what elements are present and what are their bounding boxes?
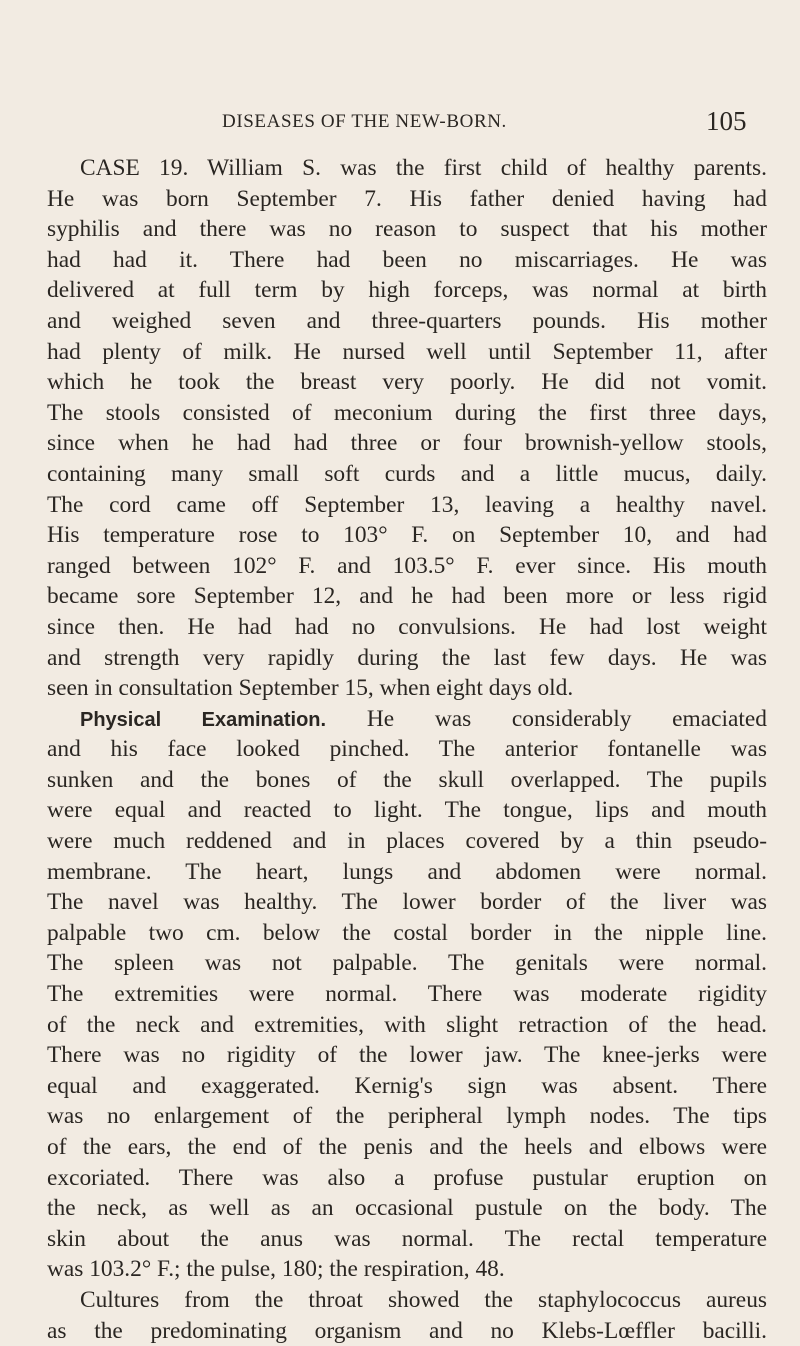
text-line: of the ears, the end of the penis and the heels and elbows were: [47, 1134, 767, 1160]
text-line: and his face looked pinched. The anterior fontanelle was: [47, 736, 767, 763]
text-line: which he took the breast very poorly. He did not vomit.: [47, 369, 767, 396]
text-line: since when he had had three or four brownish-yellow stools,: [47, 430, 767, 457]
text-line: There was no rigidity of the lower jaw. The knee-jerks were: [47, 1042, 767, 1069]
text-line: and strength very rapidly during the last few days. He was: [47, 644, 767, 671]
run-in-heading: Physical Examination.: [80, 708, 327, 731]
text-line: The stools consisted of meconium during the first three days,: [47, 399, 767, 426]
text-line: equal and exaggerated. Kernig's sign was absent. There: [47, 1072, 767, 1099]
text-line: [47, 704, 767, 735]
text-line: syphilis and there was no reason to suspect that his mother: [47, 216, 767, 243]
text-line: seen in consultation September 15, when eight days old.: [47, 675, 574, 702]
running-title: DISEASES OF THE NEW-BORN.: [222, 111, 507, 132]
text-line: had plenty of milk. He nursed well until September 11, after: [47, 338, 767, 365]
text-line: excoriated. There was also a profuse pustular eruption on: [47, 1164, 767, 1191]
text-line-continuation: He was considerably emaciated: [366, 705, 767, 732]
text-line: His temperature rose to 103° F. on September 10, and had: [47, 522, 767, 549]
text-line: was no enlargement of the peripheral lymph nodes. The tips: [47, 1103, 767, 1130]
text-line: skin about the anus was normal. The rectal temperature: [47, 1225, 767, 1252]
text-line: were equal and reacted to light. The tongue, lips and mouth: [47, 797, 767, 824]
text-line: and weighed seven and three-quarters pounds. His mother: [47, 307, 767, 334]
text-line: CASE 19. William S. was the first child of healthy parents.: [80, 155, 767, 181]
text-line: membrane. The heart, lungs and abdomen were normal.: [47, 858, 767, 885]
text-line: ranged between 102° F. and 103.5° F. ever since. His mouth: [47, 552, 767, 579]
text-line: Cultures from the throat showed the staphylococcus aureus: [80, 1286, 767, 1313]
text-line: became sore September 12, and he had been more or less rigid: [47, 583, 767, 610]
text-line: were much reddened and in places covered by a thin pseudo-: [47, 828, 767, 855]
text-line: the neck, as well as an occasional pustule on the body. The: [47, 1195, 767, 1222]
text-line: containing many small soft curds and a little mucus, daily.: [47, 460, 767, 487]
text-line: was 103.2° F.; the pulse, 180; the respiration, 48.: [47, 1256, 505, 1283]
text-line: as the predominating organism and no Klebs-Lœffler bacilli.: [47, 1317, 767, 1344]
text-line: sunken and the bones of the skull overlapped. The pupils: [47, 766, 767, 793]
text-line: He was born September 7. His father denied having had: [47, 185, 767, 212]
text-line: palpable two cm. below the costal border in the nipple line.: [47, 919, 767, 946]
text-line: The cord came off September 13, leaving a healthy navel.: [47, 491, 767, 518]
text-line: The navel was healthy. The lower border of the liver was: [47, 889, 767, 916]
text-line: since then. He had had no convulsions. He had lost weight: [47, 613, 767, 640]
text-line: had had it. There had been no miscarriages. He was: [47, 246, 767, 273]
text-line: of the neck and extremities, with slight retraction of the head.: [47, 1011, 767, 1038]
running-head: [0, 107, 800, 137]
text-line: delivered at full term by high forceps, was normal at birth: [47, 277, 767, 304]
text-line: The spleen was not palpable. The genitals were normal.: [47, 950, 767, 977]
text-line: The extremities were normal. There was moderate rigidity: [47, 981, 767, 1008]
page-number: 105: [706, 106, 747, 136]
body-text: [47, 153, 767, 1346]
